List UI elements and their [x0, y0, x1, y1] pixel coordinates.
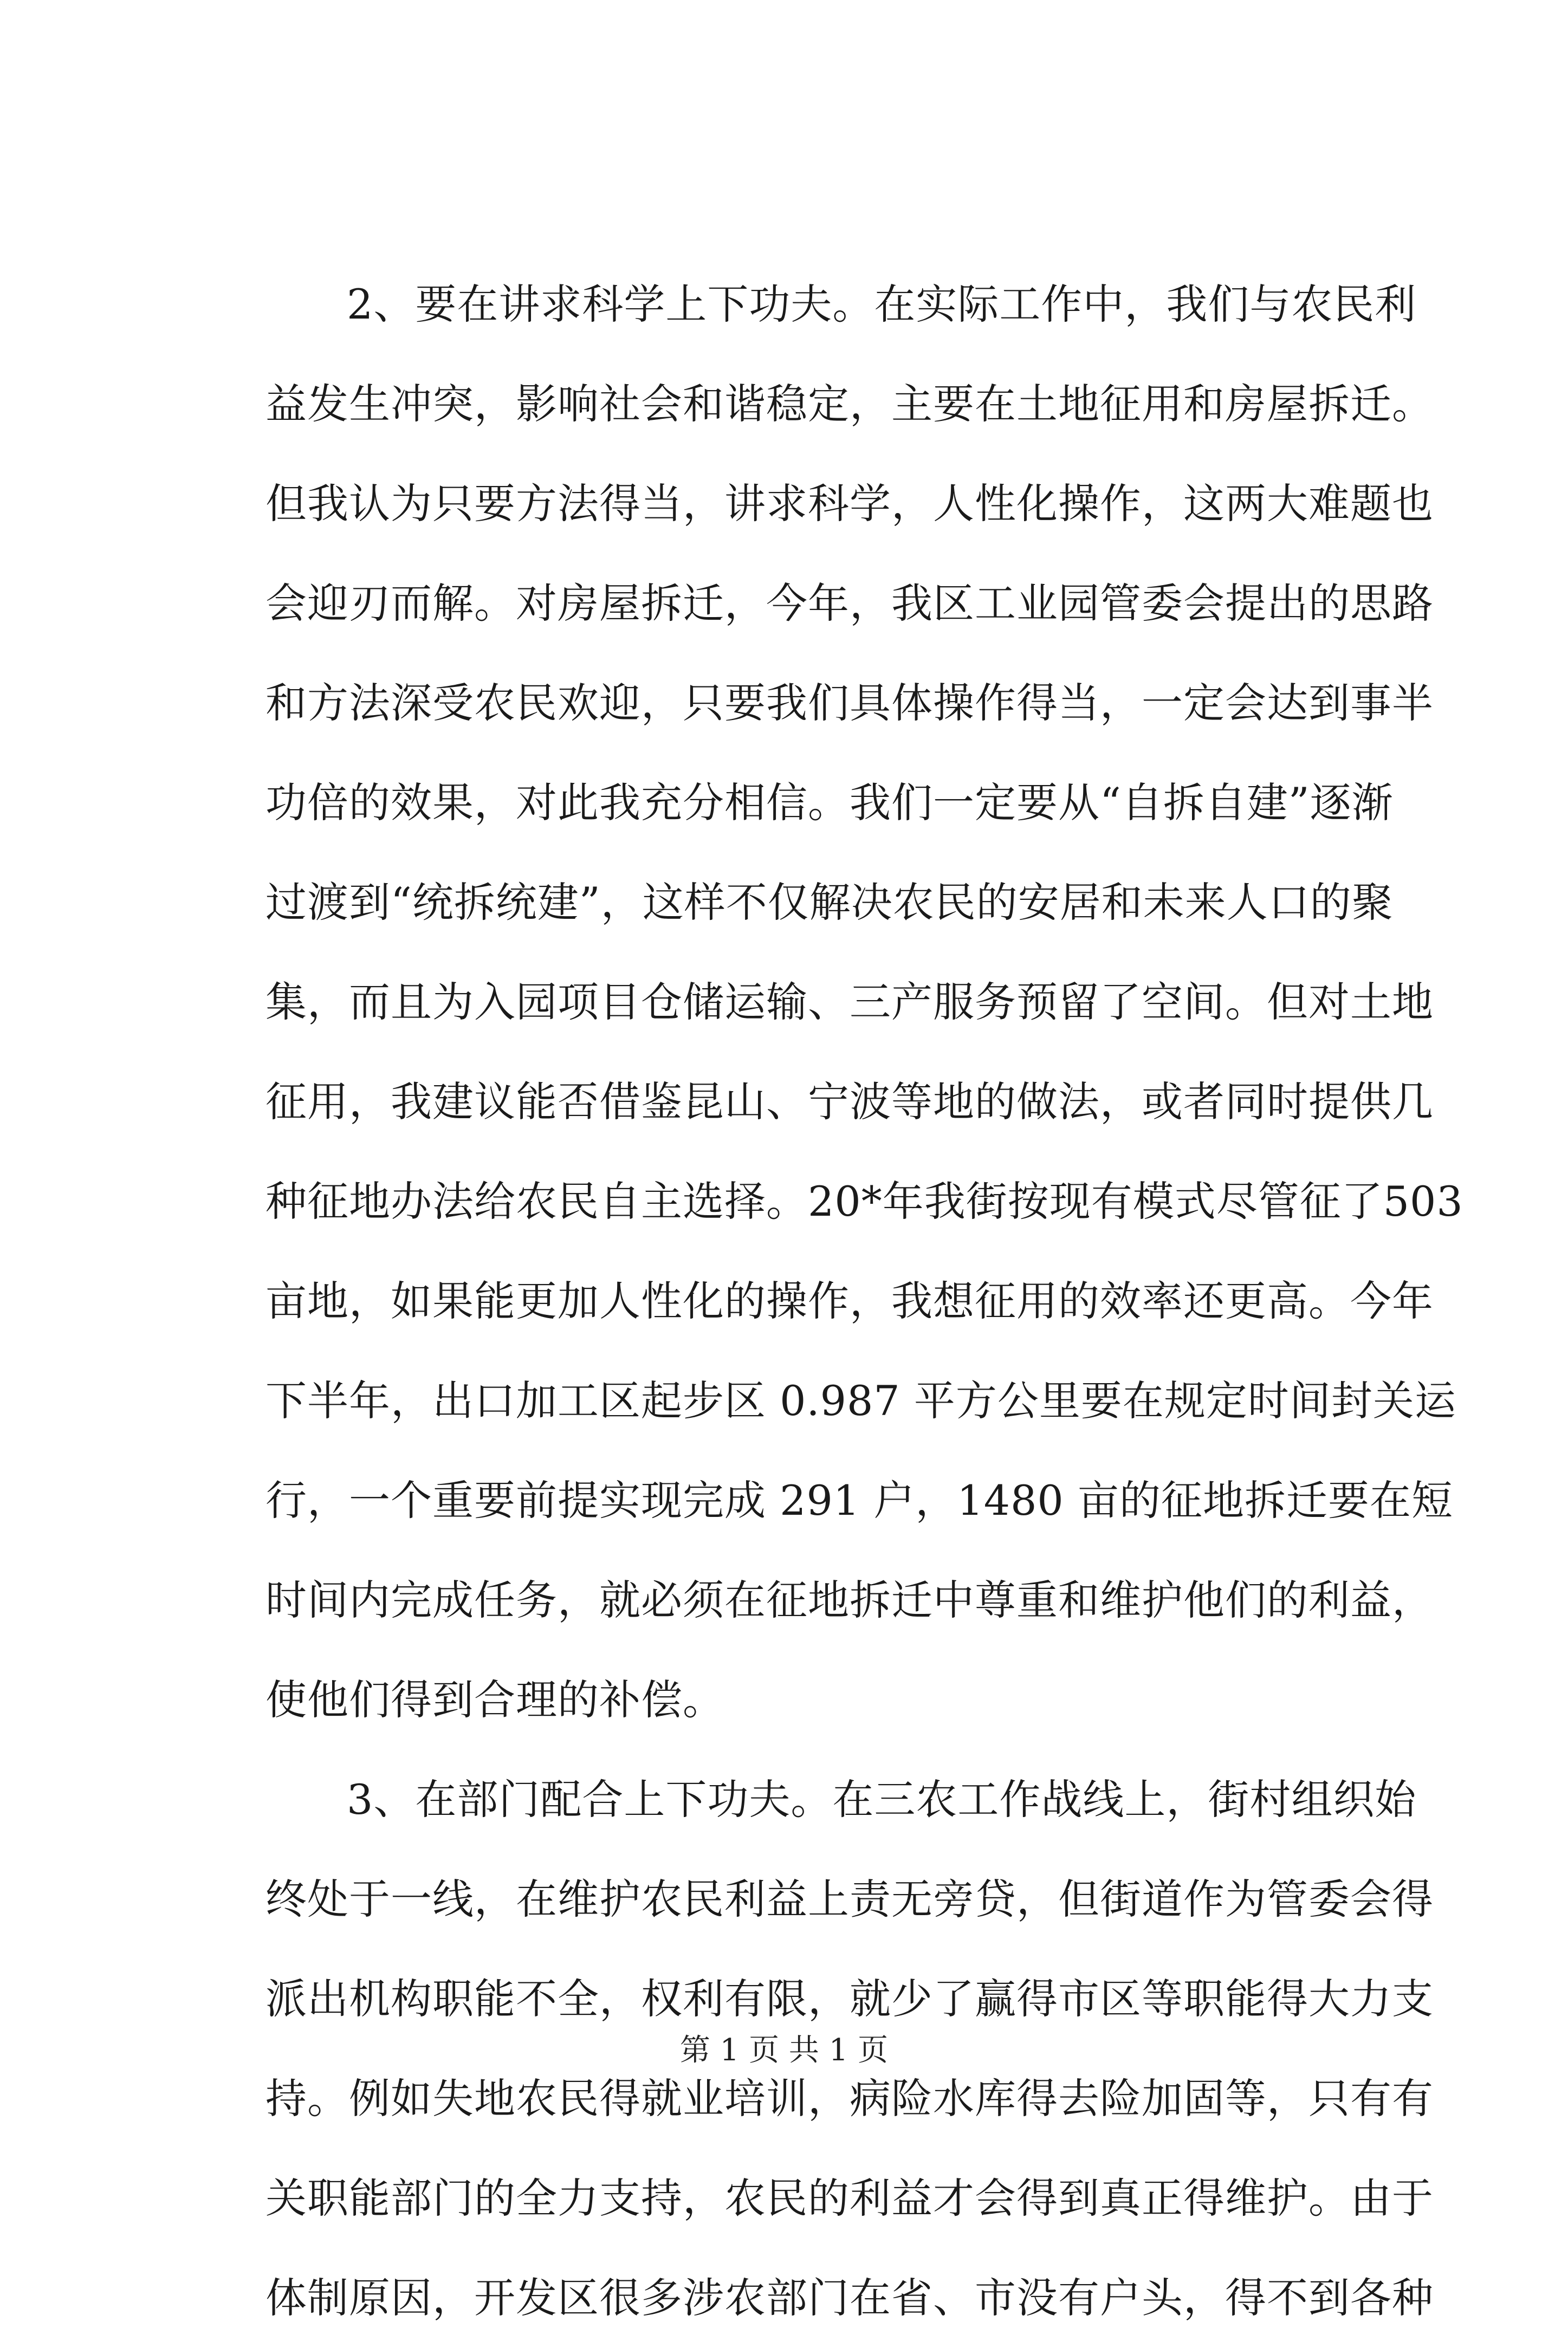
- paragraph-2-line-3: 但我认为只要方法得当，讲求科学，人性化操作，这两大难题也: [265, 479, 1434, 528]
- paragraph-2-line-14: 时间内完成任务，就必须在征地拆迁中尊重和维护他们的利益，: [265, 1576, 1434, 1624]
- paragraph-3-line-1: 3、在部门配合上下功夫。在三农工作战线上，街村组织始: [347, 1775, 1417, 1824]
- page-footer: 第 1 页 共 1 页: [679, 2033, 889, 2068]
- paragraph-2-line-11: 亩地，如果能更加人性化的操作，我想征用的效率还更高。今年: [265, 1277, 1434, 1325]
- paragraph-3-line-2: 终处于一线，在维护农民利益上责无旁贷，但街道作为管委会得: [265, 1875, 1434, 1923]
- paragraph-2-line-2: 益发生冲突，影响社会和谐稳定，主要在土地征用和房屋拆迁。: [265, 380, 1434, 428]
- paragraph-2-line-13: 行，一个重要前提实现完成 291 户，1480 亩的征地拆迁要在短: [265, 1476, 1453, 1525]
- paragraph-3-line-5: 关职能部门的全力支持，农民的利益才会得到真正得维护。由于: [265, 2174, 1434, 2222]
- paragraph-2-line-15: 使他们得到合理的补偿。: [265, 1676, 724, 1724]
- paragraph-2-line-4: 会迎刃而解。对房屋拆迁，今年，我区工业园管委会提出的思路: [265, 579, 1434, 627]
- paragraph-3-line-3: 派出机构职能不全，权利有限，就少了赢得市区等职能得大力支: [265, 1975, 1434, 2023]
- paragraph-2-line-9: 征用，我建议能否借鉴昆山、宁波等地的做法，或者同时提供几: [265, 1078, 1434, 1126]
- paragraph-3-line-6: 体制原因，开发区很多涉农部门在省、市没有户头，得不到各种: [265, 2274, 1434, 2322]
- paragraph-2-line-6: 功倍的效果，对此我充分相信。我们一定要从“自拆自建”逐渐: [265, 779, 1394, 827]
- paragraph-2-line-5: 和方法深受农民欢迎，只要我们具体操作得当，一定会达到事半: [265, 679, 1434, 727]
- paragraph-2-line-1: 2、要在讲求科学上下功夫。在实际工作中，我们与农民利: [347, 280, 1417, 328]
- paragraph-2-line-10: 种征地办法给农民自主选择。20*年我街按现有模式尽管征了503: [265, 1177, 1463, 1225]
- paragraph-3-line-4: 持。例如失地农民得就业培训，病险水库得去险加固等，只有有: [265, 2074, 1434, 2123]
- paragraph-2-line-8: 集，而且为入园项目仓储运输、三产服务预留了空间。但对土地: [265, 978, 1434, 1026]
- paragraph-2-line-12: 下半年，出口加工区起步区 0.987 平方公里要在规定时间封关运: [265, 1377, 1456, 1425]
- paragraph-2-line-7: 过渡到“统拆统建”，这样不仅解决农民的安居和未来人口的聚: [265, 878, 1394, 926]
